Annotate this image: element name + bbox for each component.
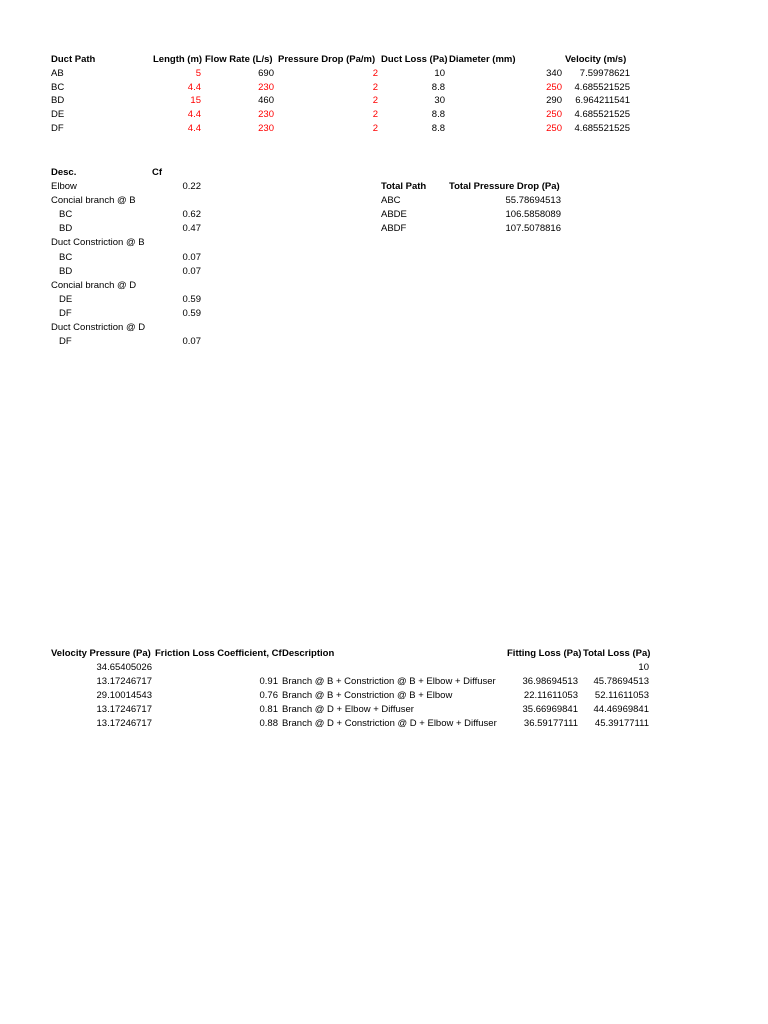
header-duct-loss: Duct Loss (Pa) — [381, 54, 448, 65]
cf-cell: 0.59 — [182, 308, 201, 319]
velocity-pressure-cell: 13.17246717 — [96, 704, 152, 715]
total-loss-cell: 10 — [638, 662, 649, 673]
friction-coefficient-cell: 0.88 — [259, 718, 278, 729]
header-description: Description — [282, 648, 335, 659]
cf-cell: 0.07 — [182, 336, 201, 347]
fitting-desc-cell: Concial branch @ B — [51, 195, 136, 206]
flow-rate-cell: 690 — [258, 68, 274, 79]
total-pressure-drop-cell: 55.78694513 — [505, 195, 561, 206]
duct-path-cell: DF — [51, 123, 64, 134]
fitting-desc-cell: BC — [59, 209, 73, 220]
header-total-pressure-drop: Total Pressure Drop (Pa) — [449, 181, 560, 192]
velocity-cell: 4.685521525 — [574, 123, 630, 134]
fitting-loss-cell: 36.59177111 — [523, 718, 578, 729]
velocity-pressure-cell: 13.17246717 — [96, 718, 152, 729]
length-cell: 5 — [195, 68, 201, 79]
duct-path-cell: BD — [51, 95, 65, 106]
header-total-loss: Total Loss (Pa) — [583, 648, 651, 659]
duct-path-cell: AB — [51, 68, 64, 79]
velocity-cell: 4.685521525 — [574, 82, 630, 93]
cf-cell: 0.07 — [182, 252, 201, 263]
diameter-cell: 250 — [546, 123, 562, 134]
diameter-cell: 250 — [546, 82, 562, 93]
friction-coefficient-cell: 0.81 — [259, 704, 278, 715]
cf-cell: 0.22 — [182, 181, 201, 192]
description-cell: Branch @ B + Constriction @ B + Elbow + Diffuser — [282, 676, 496, 687]
duct-loss-cell: 10 — [434, 68, 445, 79]
fitting-desc-cell: Duct Constriction @ D — [51, 322, 146, 333]
total-loss-cell: 44.46969841 — [593, 704, 649, 715]
header-fitting-loss: Fitting Loss (Pa) — [507, 648, 582, 659]
pressure-drop-cell: 2 — [372, 95, 378, 106]
velocity-cell: 4.685521525 — [574, 109, 630, 120]
fitting-loss-cell: 22.11611053 — [523, 690, 578, 701]
cf-cell: 0.47 — [182, 223, 201, 234]
total-path-cell: ABC — [381, 195, 401, 206]
velocity-cell: 6.964211541 — [575, 95, 630, 106]
flow-rate-cell: 460 — [258, 95, 274, 106]
fitting-desc-cell: BC — [59, 252, 73, 263]
header-length: Length (m) — [153, 54, 203, 65]
length-cell: 4.4 — [187, 123, 201, 134]
header-duct-path: Duct Path — [51, 54, 96, 65]
velocity-pressure-cell: 34.65405026 — [96, 662, 152, 673]
cf-cell: 0.59 — [182, 294, 201, 305]
header-flow-rate: Flow Rate (L/s) — [205, 54, 273, 65]
length-cell: 15 — [190, 95, 201, 106]
length-cell: 4.4 — [187, 109, 201, 120]
header-friction-loss-coefficient: Friction Loss Coefficient, Cf — [155, 648, 282, 659]
fitting-desc-cell: BD — [59, 266, 73, 277]
duct-path-cell: BC — [51, 82, 65, 93]
description-cell: Branch @ D + Elbow + Diffuser — [282, 704, 414, 715]
fitting-desc-cell: BD — [59, 223, 73, 234]
velocity-pressure-cell: 13.17246717 — [96, 676, 152, 687]
total-loss-cell: 45.78694513 — [593, 676, 649, 687]
flow-rate-cell: 230 — [258, 123, 274, 134]
fitting-desc-cell: Elbow — [51, 181, 77, 192]
flow-rate-cell: 230 — [258, 109, 274, 120]
description-cell: Branch @ B + Constriction @ B + Elbow — [282, 690, 453, 701]
header-velocity: Velocity (m/s) — [565, 54, 627, 65]
fitting-loss-cell: 36.98694513 — [522, 676, 578, 687]
duct-loss-cell: 8.8 — [431, 123, 445, 134]
header-cf: Cf — [152, 167, 163, 178]
diameter-cell: 290 — [546, 95, 562, 106]
diameter-cell: 250 — [546, 109, 562, 120]
pressure-drop-cell: 2 — [372, 68, 378, 79]
length-cell: 4.4 — [187, 82, 201, 93]
pressure-drop-cell: 2 — [372, 109, 378, 120]
header-desc: Desc. — [51, 167, 77, 178]
header-velocity-pressure: Velocity Pressure (Pa) — [51, 648, 151, 659]
total-loss-cell: 52.11611053 — [594, 690, 649, 701]
diameter-cell: 340 — [546, 68, 562, 79]
header-total-path: Total Path — [381, 181, 427, 192]
fitting-desc-cell: DE — [59, 294, 73, 305]
duct-loss-cell: 8.8 — [431, 82, 445, 93]
fitting-desc-cell: Concial branch @ D — [51, 280, 137, 291]
header-diameter: Diameter (mm) — [449, 54, 516, 65]
fitting-desc-cell: DF — [59, 336, 72, 347]
velocity-cell: 7.59978621 — [579, 68, 630, 79]
duct-loss-cell: 8.8 — [431, 109, 445, 120]
total-path-cell: ABDE — [381, 209, 407, 220]
total-pressure-drop-cell: 107.5078816 — [505, 223, 561, 234]
pressure-drop-cell: 2 — [372, 123, 378, 134]
duct-loss-cell: 30 — [434, 95, 445, 106]
fitting-loss-cell: 35.66969841 — [522, 704, 578, 715]
total-loss-cell: 45.39177111 — [594, 718, 649, 729]
pressure-drop-cell: 2 — [372, 82, 378, 93]
friction-coefficient-cell: 0.91 — [259, 676, 278, 687]
flow-rate-cell: 230 — [258, 82, 274, 93]
fitting-desc-cell: Duct Constriction @ B — [51, 237, 145, 248]
header-pressure-drop: Pressure Drop (Pa/m) — [278, 54, 376, 65]
fitting-desc-cell: DF — [59, 308, 72, 319]
total-pressure-drop-cell: 106.5858089 — [505, 209, 561, 220]
cf-cell: 0.07 — [182, 266, 201, 277]
description-cell: Branch @ D + Constriction @ D + Elbow + Diffuser — [282, 718, 497, 729]
total-path-cell: ABDF — [381, 223, 407, 234]
velocity-pressure-cell: 29.10014543 — [96, 690, 152, 701]
friction-coefficient-cell: 0.76 — [259, 690, 278, 701]
duct-path-cell: DE — [51, 109, 65, 120]
cf-cell: 0.62 — [182, 209, 201, 220]
